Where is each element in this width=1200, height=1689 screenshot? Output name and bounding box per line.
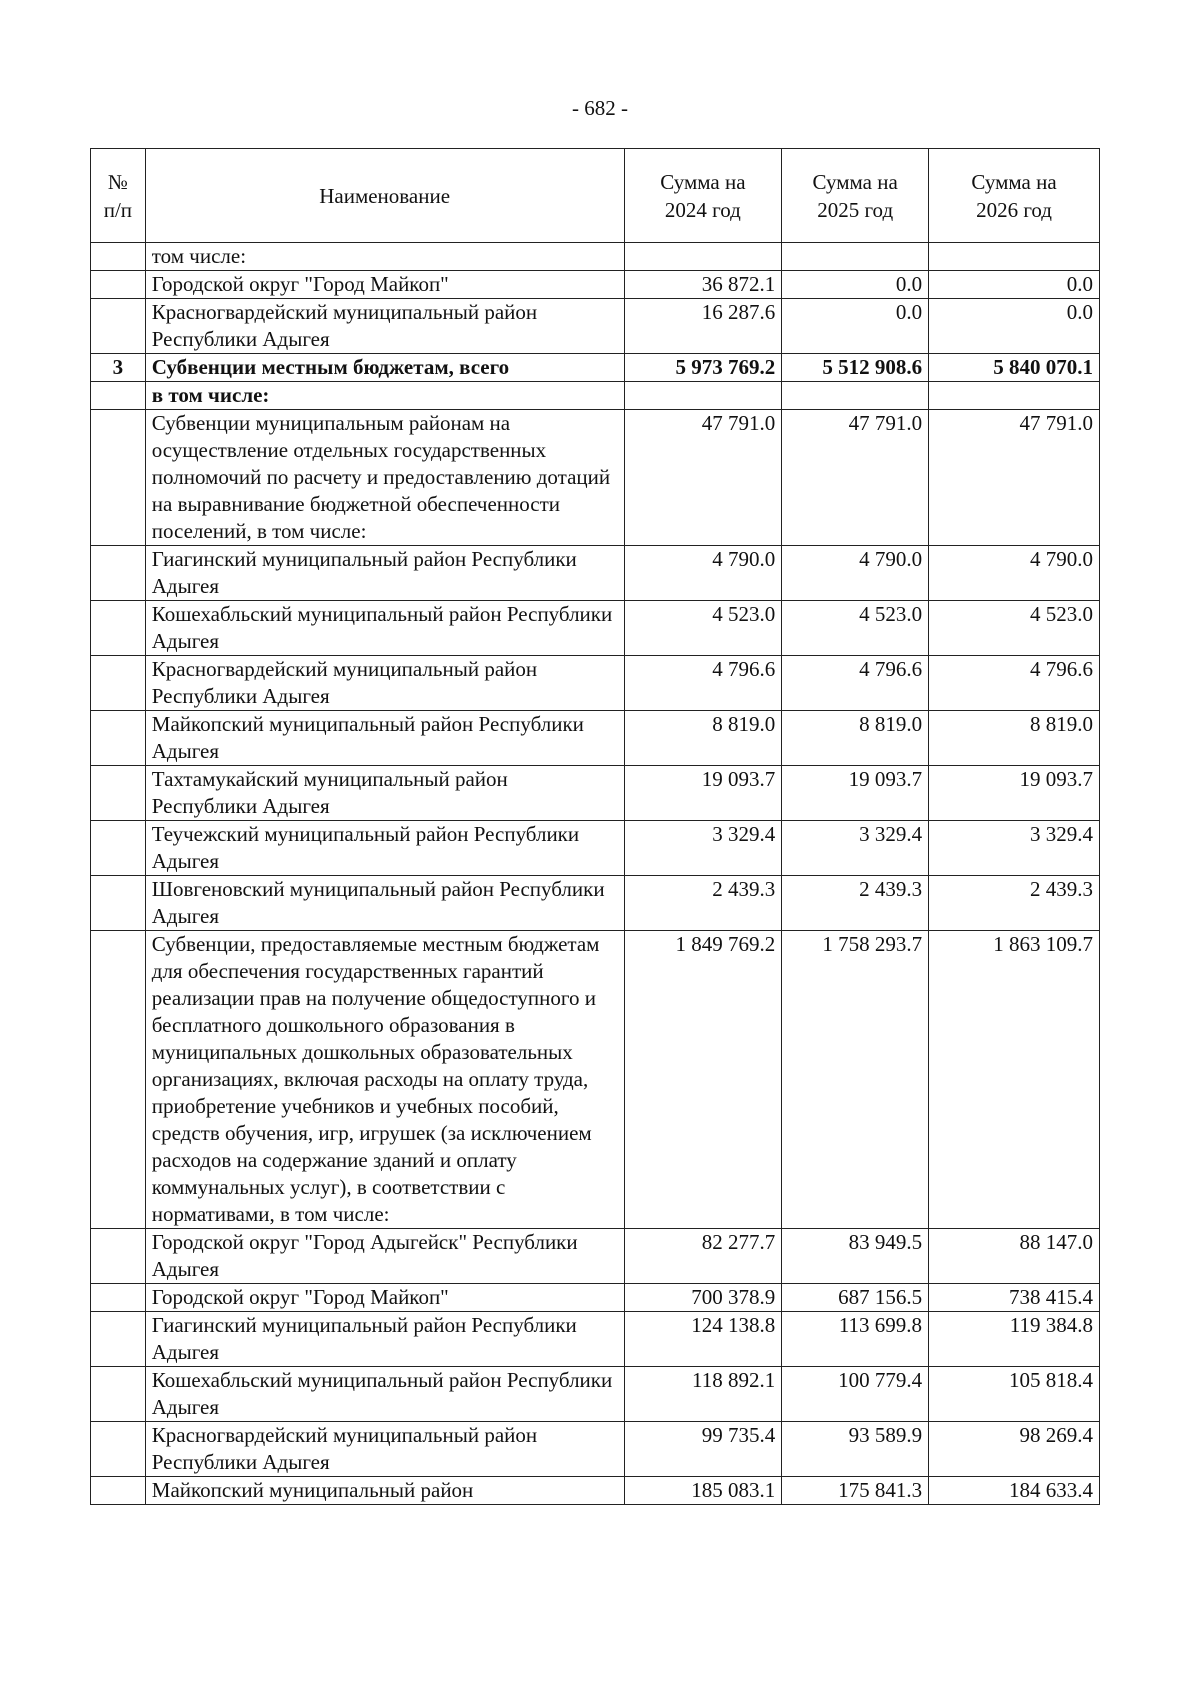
row-number-cell (91, 1284, 146, 1312)
table-row (91, 546, 1100, 601)
amount-2026-cell: 8 819.0 (929, 711, 1100, 766)
amount-2024-cell: 124 138.8 (624, 1312, 782, 1367)
row-name-cell: в том числе: (145, 382, 624, 410)
table-row (91, 354, 1100, 382)
budget-table (90, 148, 1100, 1505)
amount-2026-cell: 0.0 (929, 271, 1100, 299)
amount-2024-cell: 5 973 769.2 (624, 354, 782, 382)
amount-2024-cell (624, 243, 782, 271)
amount-2024-cell: 700 378.9 (624, 1284, 782, 1312)
amount-2026-cell (929, 243, 1100, 271)
table-row (91, 1422, 1100, 1477)
row-name-cell: Кошехабльский муниципальный район Республики Адыгея (145, 1367, 624, 1422)
col-2025-label: Сумма на 2025 год (812, 169, 898, 222)
row-number-cell (91, 1229, 146, 1284)
row-name-cell: Городской округ "Город Майкоп" (145, 1284, 624, 1312)
row-number-cell (91, 711, 146, 766)
amount-2025-cell: 19 093.7 (782, 766, 929, 821)
table-row (91, 382, 1100, 410)
table-row (91, 410, 1100, 546)
row-number-cell (91, 1312, 146, 1367)
amount-2024-cell: 16 287.6 (624, 299, 782, 354)
amount-2025-cell: 4 523.0 (782, 601, 929, 656)
row-name-cell: том числе: (145, 243, 624, 271)
row-name-cell: Шовгеновский муниципальный район Республики Адыгея (145, 876, 624, 931)
row-name-cell: Майкопский муниципальный район (145, 1477, 624, 1505)
row-name-cell: Субвенции, предоставляемые местным бюджетам для обеспечения государственных гарантий реализации прав на получение общедоступного и бесплатного дошкольного образования в муниципальных дошкольных образовательных организациях, включая расходы на оплату труда, приобретение учебников и учебных пособий, средств обучения, игр, игрушек (за исключением расходов на содержание зданий и оплату коммунальных услуг), в соответствии с нормативами, в том числе: (145, 931, 624, 1229)
amount-2025-cell (782, 382, 929, 410)
row-number-cell (91, 1367, 146, 1422)
table-row (91, 1367, 1100, 1422)
row-number-cell (91, 601, 146, 656)
row-name-cell: Субвенции местным бюджетам, всего (145, 354, 624, 382)
amount-2026-cell: 105 818.4 (929, 1367, 1100, 1422)
row-number-cell (91, 1477, 146, 1505)
amount-2025-cell: 4 790.0 (782, 546, 929, 601)
amount-2024-cell: 3 329.4 (624, 821, 782, 876)
amount-2025-cell: 5 512 908.6 (782, 354, 929, 382)
table-row (91, 821, 1100, 876)
table-row (91, 711, 1100, 766)
amount-2025-cell: 687 156.5 (782, 1284, 929, 1312)
amount-2025-cell: 93 589.9 (782, 1422, 929, 1477)
amount-2026-cell: 19 093.7 (929, 766, 1100, 821)
row-number-cell (91, 766, 146, 821)
row-number-cell (91, 821, 146, 876)
row-number-cell (91, 876, 146, 931)
amount-2025-cell (782, 243, 929, 271)
col-2026-label: Сумма на 2026 год (971, 169, 1057, 222)
col-2025-header (782, 149, 929, 243)
row-name-cell: Городской округ "Город Адыгейск" Республики Адыгея (145, 1229, 624, 1284)
amount-2025-cell: 3 329.4 (782, 821, 929, 876)
col-2026-header (929, 149, 1100, 243)
row-name-cell: Гиагинский муниципальный район Республики Адыгея (145, 546, 624, 601)
amount-2025-cell: 83 949.5 (782, 1229, 929, 1284)
table-row (91, 299, 1100, 354)
amount-2025-cell: 8 819.0 (782, 711, 929, 766)
row-name-cell: Субвенции муниципальным районам на осуществление отдельных государственных полномочий по расчету и предоставлению дотаций на выравнивание бюджетной обеспеченности поселений, в том числе: (145, 410, 624, 546)
amount-2026-cell: 88 147.0 (929, 1229, 1100, 1284)
table-row (91, 1312, 1100, 1367)
amount-2024-cell: 99 735.4 (624, 1422, 782, 1477)
row-name-cell: Гиагинский муниципальный район Республики Адыгея (145, 1312, 624, 1367)
row-name-cell: Теучежский муниципальный район Республики Адыгея (145, 821, 624, 876)
table-row (91, 876, 1100, 931)
amount-2026-cell: 98 269.4 (929, 1422, 1100, 1477)
amount-2025-cell: 175 841.3 (782, 1477, 929, 1505)
amount-2024-cell: 118 892.1 (624, 1367, 782, 1422)
amount-2025-cell: 1 758 293.7 (782, 931, 929, 1229)
col-name-label: Наименование (319, 183, 451, 208)
row-name-cell: Красногвардейский муниципальный район Республики Адыгея (145, 656, 624, 711)
row-name-cell: Майкопский муниципальный район Республики Адыгея (145, 711, 624, 766)
amount-2026-cell: 3 329.4 (929, 821, 1100, 876)
amount-2026-cell: 4 790.0 (929, 546, 1100, 601)
table-row (91, 656, 1100, 711)
amount-2026-cell: 119 384.8 (929, 1312, 1100, 1367)
table-row (91, 271, 1100, 299)
row-number-cell (91, 931, 146, 1229)
amount-2026-cell: 0.0 (929, 299, 1100, 354)
row-name-cell: Красногвардейский муниципальный район Республики Адыгея (145, 1422, 624, 1477)
header-row (91, 149, 1100, 243)
table-row (91, 766, 1100, 821)
table-row (91, 243, 1100, 271)
amount-2024-cell: 185 083.1 (624, 1477, 782, 1505)
row-name-cell: Городской округ "Город Майкоп" (145, 271, 624, 299)
amount-2024-cell: 1 849 769.2 (624, 931, 782, 1229)
amount-2025-cell: 100 779.4 (782, 1367, 929, 1422)
amount-2025-cell: 2 439.3 (782, 876, 929, 931)
row-number-cell (91, 243, 146, 271)
amount-2026-cell: 5 840 070.1 (929, 354, 1100, 382)
amount-2025-cell: 0.0 (782, 271, 929, 299)
amount-2024-cell: 2 439.3 (624, 876, 782, 931)
table-row (91, 1284, 1100, 1312)
amount-2025-cell: 113 699.8 (782, 1312, 929, 1367)
page-number: - 682 - (572, 96, 628, 120)
table-row (91, 931, 1100, 1229)
row-number-cell (91, 299, 146, 354)
amount-2024-cell: 4 796.6 (624, 656, 782, 711)
amount-2025-cell: 4 796.6 (782, 656, 929, 711)
row-number-cell (91, 546, 146, 601)
row-number-cell (91, 410, 146, 546)
row-number-cell (91, 271, 146, 299)
col-number-label: № п/п (103, 169, 133, 222)
amount-2024-cell: 19 093.7 (624, 766, 782, 821)
amount-2025-cell: 47 791.0 (782, 410, 929, 546)
amount-2026-cell: 184 633.4 (929, 1477, 1100, 1505)
amount-2026-cell: 47 791.0 (929, 410, 1100, 546)
amount-2024-cell: 47 791.0 (624, 410, 782, 546)
row-name-cell: Кошехабльский муниципальный район Республики Адыгея (145, 601, 624, 656)
amount-2026-cell: 4 523.0 (929, 601, 1100, 656)
amount-2026-cell: 1 863 109.7 (929, 931, 1100, 1229)
amount-2026-cell: 4 796.6 (929, 656, 1100, 711)
amount-2025-cell: 0.0 (782, 299, 929, 354)
amount-2024-cell: 36 872.1 (624, 271, 782, 299)
col-2024-label: Сумма на 2024 год (660, 169, 746, 222)
col-number-header (91, 149, 146, 243)
amount-2024-cell: 82 277.7 (624, 1229, 782, 1284)
amount-2024-cell (624, 382, 782, 410)
amount-2026-cell (929, 382, 1100, 410)
row-number-cell (91, 1422, 146, 1477)
row-number-cell (91, 656, 146, 711)
row-number-cell (91, 382, 146, 410)
col-name-header (145, 149, 624, 243)
table-row (91, 1477, 1100, 1505)
row-name-cell: Тахтамукайский муниципальный район Республики Адыгея (145, 766, 624, 821)
amount-2024-cell: 4 790.0 (624, 546, 782, 601)
amount-2024-cell: 4 523.0 (624, 601, 782, 656)
row-number-cell: 3 (91, 354, 146, 382)
table-row (91, 1229, 1100, 1284)
row-name-cell: Красногвардейский муниципальный район Республики Адыгея (145, 299, 624, 354)
amount-2026-cell: 2 439.3 (929, 876, 1100, 931)
table-header (91, 149, 1100, 243)
amount-2024-cell: 8 819.0 (624, 711, 782, 766)
table-row (91, 601, 1100, 656)
col-2024-header (624, 149, 782, 243)
amount-2026-cell: 738 415.4 (929, 1284, 1100, 1312)
table-body (91, 243, 1100, 1505)
